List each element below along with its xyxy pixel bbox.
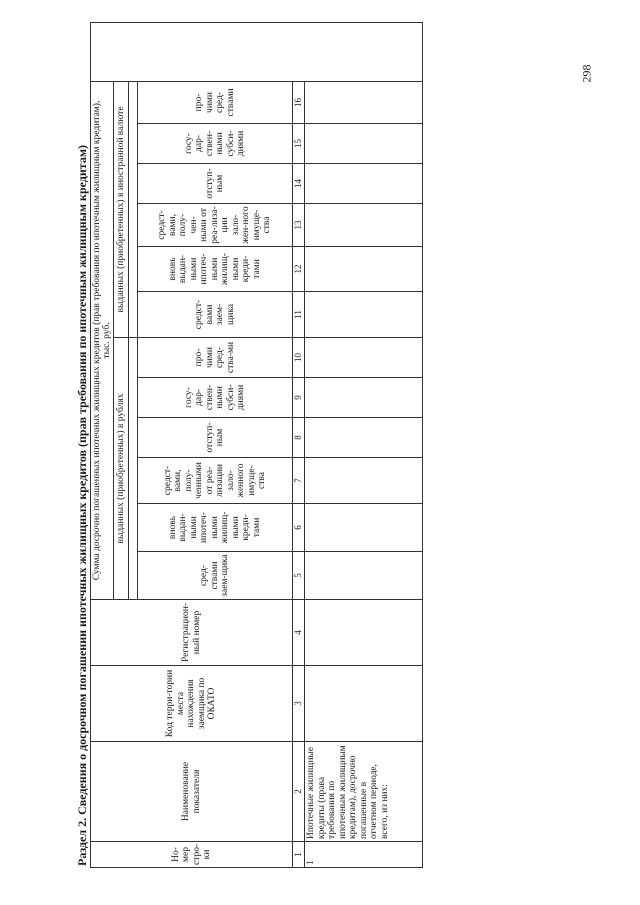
col-12-header [138,247,293,292]
fx-group-cell [114,81,129,337]
col-9-header [138,378,293,418]
header-reg-number: Регистрацион-ный номер [181,603,202,662]
col-6-label: вновь выдан-ными ипотеч-ными жилищ-ными креди-тами [167,511,262,544]
header-sum-cell [91,81,114,599]
col-8-header [138,418,293,458]
row-number: 1 [305,842,423,868]
data-cell [305,378,423,418]
data-cell [305,458,423,504]
col-16-label: про-чими сред-ствами [194,88,236,117]
data-cell [305,338,423,378]
col-number: 3 [293,666,305,742]
col-number: 1 [293,842,305,868]
header-row-no-cell [91,842,293,868]
col-number: 11 [293,292,305,338]
col-number: 8 [293,418,305,458]
col-11-label: средст-вами заем-щика [194,299,236,330]
right-empty-area [91,23,423,82]
header-row-no: Но-мер стро-ки [170,843,212,865]
col-13-label: средст-вами, полу-чен-ными от реа-лиза-ции зало-жен-ного имуще-ства [157,206,273,244]
data-cell [305,81,423,123]
data-cell [305,666,423,742]
data-cell [305,247,423,292]
col-9-label: госу-дар-ствен-ными субси-диями [183,384,246,411]
col-6-header [138,504,293,552]
mortgage-table [90,22,423,868]
col-number: 13 [293,204,305,247]
col-7-label: средст-вами, полу-ченными от реа-лизации зало-женного имуще-ства [162,462,267,499]
header-okato: Код терри-тории места нахождения заемщика по ОКАТО [165,669,218,738]
data-cell [305,552,423,600]
rub-group-cell [114,338,129,600]
col-number: 4 [293,600,305,666]
rotated-section [74,22,474,868]
fx-spacer [129,81,138,337]
col-number: 5 [293,552,305,600]
data-cell [305,418,423,458]
col-12-label: вновь выдан-ными ипотеч-ными жилищ-ными креди-тами [167,253,262,285]
col-number: 14 [293,164,305,204]
row-indicator-name: Ипотечные жилищные кредиты (права требования по ипотечным жилищным кредитам), досрочно погашенные в отчетном периоде, всего, из них: [305,742,423,842]
page-number: 298 [579,64,594,83]
col-15-header [138,124,293,164]
data-cell [305,124,423,164]
header-indicator-cell [91,742,293,842]
col-10-label: про-чими сред-ства-ми [194,341,236,374]
col-15-label: госу-дар-ствен-ными субси-диями [183,130,246,157]
col-13-header [138,204,293,247]
col-10-header [138,338,293,378]
col-16-header [138,81,293,123]
rub-group-label: выданных (приобретенных) в рублях [115,393,126,544]
data-cell [305,600,423,666]
header-indicator: Наименование показателя [181,761,202,822]
col-number: 15 [293,124,305,164]
header-sum-title: Сумма досрочно погашенных ипотечных жилищных кредитов (прав требования по ипотечным жилищным кредитам), [92,100,102,581]
col-14-label: отступ-ным [204,168,225,199]
col-7-header [138,458,293,504]
data-cell [305,504,423,552]
col-number: 9 [293,378,305,418]
header-row-1 [91,23,114,868]
col-number: 7 [293,458,305,504]
col-14-header [138,164,293,204]
data-cell [305,204,423,247]
col-number: 6 [293,504,305,552]
header-unit: тыс. руб. [102,322,112,359]
table-row [305,23,423,868]
rub-spacer [129,338,138,600]
column-number-row [293,23,305,868]
section-title: Раздел 2. Сведения о досрочном погашении ипотечных жилищных кредитов (прав требования по ипотечным жилищным кредитам) [75,144,89,866]
col-number: 12 [293,247,305,292]
header-reg-cell [91,600,293,666]
col-number: 16 [293,81,305,123]
data-cell [305,164,423,204]
data-cell [305,292,423,338]
col-5-header [138,552,293,600]
col-5-label: сред-ствами заем-щика [199,554,231,597]
col-11-header [138,292,293,338]
header-okato-cell [91,666,293,742]
col-number: 2 [293,742,305,842]
fx-group-label: выданных (приобретенных) в иностранной валюте [115,106,126,313]
col-8-label: отступ-ным [204,422,225,453]
col-number: 10 [293,338,305,378]
